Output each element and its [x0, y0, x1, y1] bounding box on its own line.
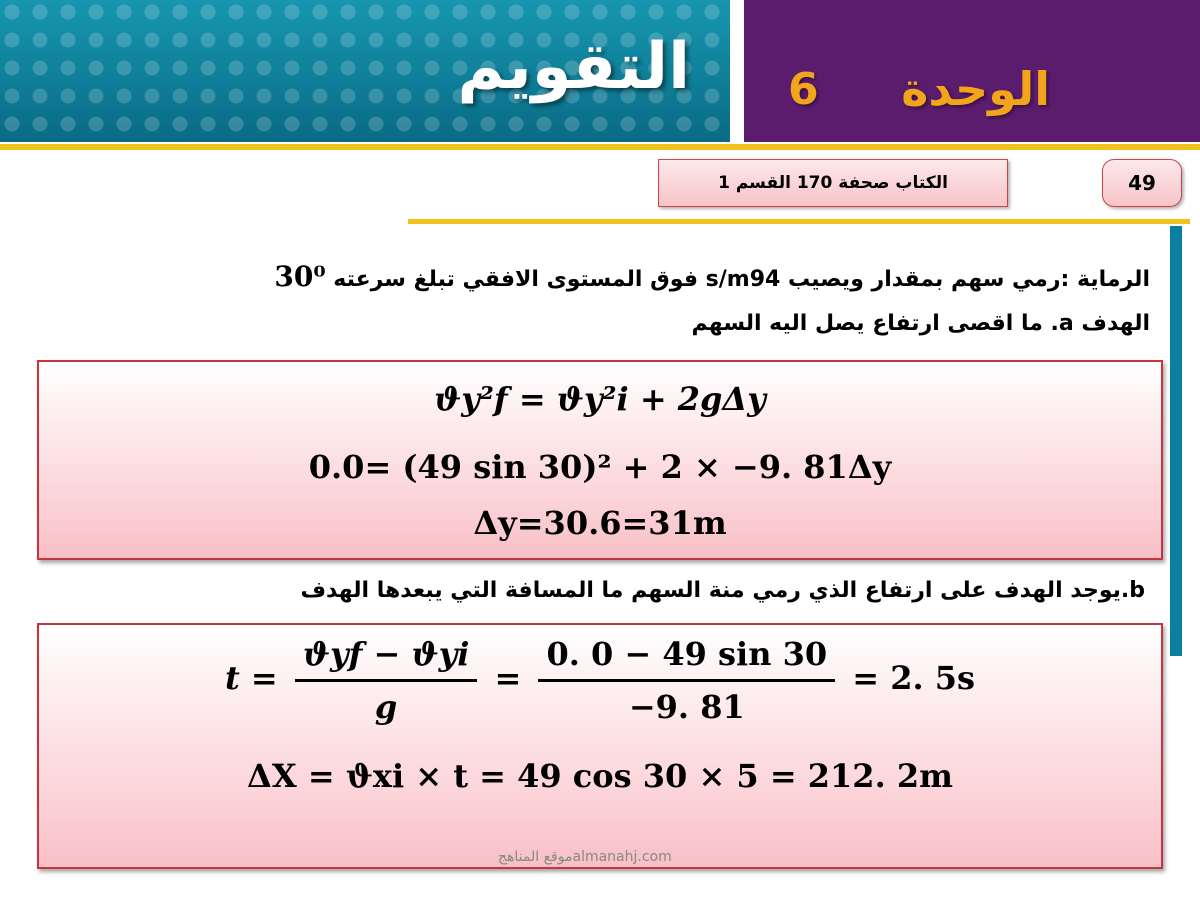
answer-b-eq1: t = $\frac{\text{ϑyf − ϑyi}}{g}$ = $\frac{0. 0 - 49 \sin 30}{-9. 81}$ = 2. 5s [224, 635, 976, 726]
answer-a-eq1: ϑy²f = ϑy²i + 2gΔy [434, 380, 766, 418]
answer-b-eq2: ΔX = ϑxi × t = 49 cos 30 × 5 = 212. 2m [247, 757, 953, 795]
question-angle: 30⁰ [274, 260, 326, 293]
unit-number: 6 [788, 64, 819, 115]
book-reference: الكتاب صحفة 170 القسم 1 [658, 159, 1008, 207]
side-accent-bar [1170, 226, 1182, 656]
answer-a-eq3: Δy=30.6=31m [473, 504, 727, 542]
t-lhs: t = [224, 659, 278, 697]
answer-b-box [37, 623, 1163, 869]
fraction-1-numerator: ϑyf − ϑyi [295, 635, 478, 682]
fraction-1-denominator: g [374, 688, 398, 726]
question-number: 49 [1102, 159, 1182, 207]
question-text [40, 255, 1150, 346]
answer-a-box [37, 360, 1163, 560]
header-banner-right [744, 0, 1200, 142]
divider-mid [408, 219, 1190, 224]
fraction-1 [295, 635, 478, 726]
watermark: موقع المناهجalmanahj.com [498, 849, 672, 865]
question-line1: الرماية :رمي سهم بمقدار ويصيب s/m94 فوق المستوى الافقي تبلغ سرعته [333, 267, 1150, 292]
divider-top [0, 144, 1200, 150]
fraction-2-denominator: −9. 81 [628, 688, 745, 726]
fraction-2 [538, 635, 835, 726]
answer-a-eq2: 0.0= (49 sin 30)² + 2 × −9. 81Δy [308, 448, 892, 486]
t-rhs: = 2. 5s [852, 659, 976, 697]
question-line2: الهدف a. ما اقصى ارتفاع يصل اليه السهم [691, 311, 1150, 336]
unit-label: الوحدة [901, 62, 1050, 116]
header-banner-left [0, 0, 730, 142]
part-b-text: b.يوجد الهدف على ارتفاع الذي رمي منة السهم ما المسافة التي يبعدها الهدف [300, 578, 1145, 603]
evaluation-title: التقويم [457, 30, 690, 104]
fraction-2-numerator: 0. 0 − 49 sin 30 [538, 635, 835, 682]
